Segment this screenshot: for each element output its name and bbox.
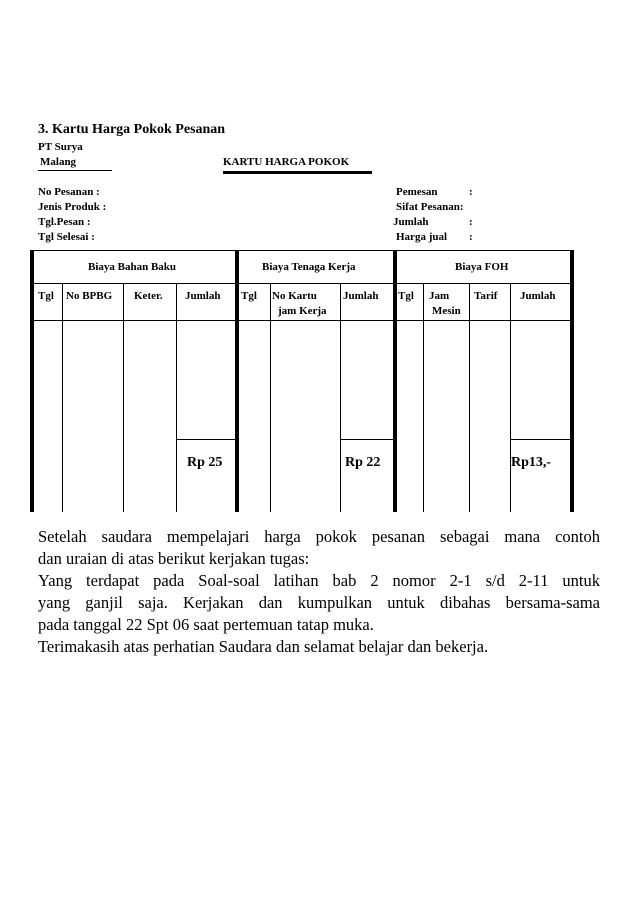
field-harga-jual: Harga jual bbox=[396, 231, 448, 243]
table-right-border bbox=[570, 250, 574, 512]
company-city: Malang bbox=[40, 156, 77, 168]
col-line bbox=[62, 283, 63, 512]
col-line bbox=[270, 283, 271, 512]
col-header-foh-jumlah: Jumlah bbox=[520, 290, 556, 302]
instruction-paragraph bbox=[38, 526, 600, 658]
col-line bbox=[340, 283, 341, 512]
paragraph-line: pada tanggal 22 Spt 06 saat pertemuan tatap muka. bbox=[38, 615, 374, 634]
field-jumlah-colon: : bbox=[469, 216, 473, 228]
col-line bbox=[510, 283, 511, 512]
col-line bbox=[123, 283, 124, 512]
col-line bbox=[176, 283, 177, 512]
field-sifat-pesanan: Sifat Pesanan: bbox=[396, 201, 464, 213]
group-separator-2 bbox=[393, 250, 397, 512]
field-harga-jual-colon: : bbox=[469, 231, 473, 243]
total-bahan-baku: Rp 25 bbox=[187, 455, 223, 470]
card-title-underline bbox=[223, 171, 372, 174]
field-no-pesanan: No Pesanan : bbox=[38, 186, 100, 198]
field-pemesan-colon: : bbox=[469, 186, 473, 198]
field-tgl-pesan: Tgl.Pesan : bbox=[38, 216, 91, 228]
col-header-tk-kartu: No Kartu bbox=[272, 290, 317, 302]
city-underline bbox=[38, 170, 112, 171]
paragraph-line: Yang terdapat pada Soal-soal latihan bab 2 nomor 2-1 s/d 2-11 untuk bbox=[38, 571, 600, 590]
paragraph-line: Setelah saudara mempelajari harga pokok pesanan sebagai mana contoh bbox=[38, 527, 600, 546]
field-tgl-selesai: Tgl Selesai : bbox=[38, 231, 95, 243]
col-header-bb-ket: Keter. bbox=[134, 290, 163, 302]
total-line-tk bbox=[340, 439, 395, 440]
col-header-foh-jam: Jam bbox=[429, 290, 450, 302]
table-left-border bbox=[30, 250, 34, 512]
col-line bbox=[469, 283, 470, 512]
col-header-bb-jumlah: Jumlah bbox=[185, 290, 221, 302]
table-top-line bbox=[31, 250, 570, 251]
card-title: KARTU HARGA POKOK bbox=[223, 156, 350, 168]
total-tenaga-kerja: Rp 22 bbox=[345, 455, 381, 470]
group-header-tenaga-kerja: Biaya Tenaga Kerja bbox=[262, 261, 356, 273]
col-header-foh-jam-2: Mesin bbox=[432, 305, 461, 317]
section-title: 3. Kartu Harga Pokok Pesanan bbox=[38, 122, 226, 137]
total-foh: Rp13,- bbox=[511, 455, 552, 470]
group-header-foh: Biaya FOH bbox=[455, 261, 509, 273]
table-header-line bbox=[31, 320, 572, 321]
col-header-bb-tgl: Tgl bbox=[38, 290, 54, 302]
total-line-bb bbox=[176, 439, 237, 440]
col-header-foh-tgl: Tgl bbox=[398, 290, 414, 302]
paragraph-line: Terimakasih atas perhatian Saudara dan selamat belajar dan bekerja. bbox=[38, 637, 489, 656]
col-header-tk-jumlah: Jumlah bbox=[343, 290, 379, 302]
group-header-bahan-baku: Biaya Bahan Baku bbox=[88, 261, 177, 273]
paragraph-line: yang ganjil saja. Kerjakan dan kumpulkan untuk dibahas bersama-sama bbox=[38, 593, 600, 612]
col-line bbox=[423, 283, 424, 512]
field-jumlah: Jumlah bbox=[393, 216, 429, 228]
company-name: PT Surya bbox=[38, 141, 83, 153]
col-header-tk-kartu-2: jam Kerja bbox=[278, 305, 327, 317]
col-header-foh-tarif: Tarif bbox=[474, 290, 498, 302]
col-header-tk-tgl: Tgl bbox=[241, 290, 257, 302]
col-header-bb-no: No BPBG bbox=[66, 290, 113, 302]
paragraph-line: dan uraian di atas berikut kerjakan tugas: bbox=[38, 549, 310, 568]
group-separator-1 bbox=[235, 250, 239, 512]
field-pemesan: Pemesan bbox=[396, 186, 438, 198]
total-line-foh bbox=[510, 439, 572, 440]
table-group-line bbox=[31, 283, 572, 284]
field-jenis-produk: Jenis Produk : bbox=[38, 201, 107, 213]
